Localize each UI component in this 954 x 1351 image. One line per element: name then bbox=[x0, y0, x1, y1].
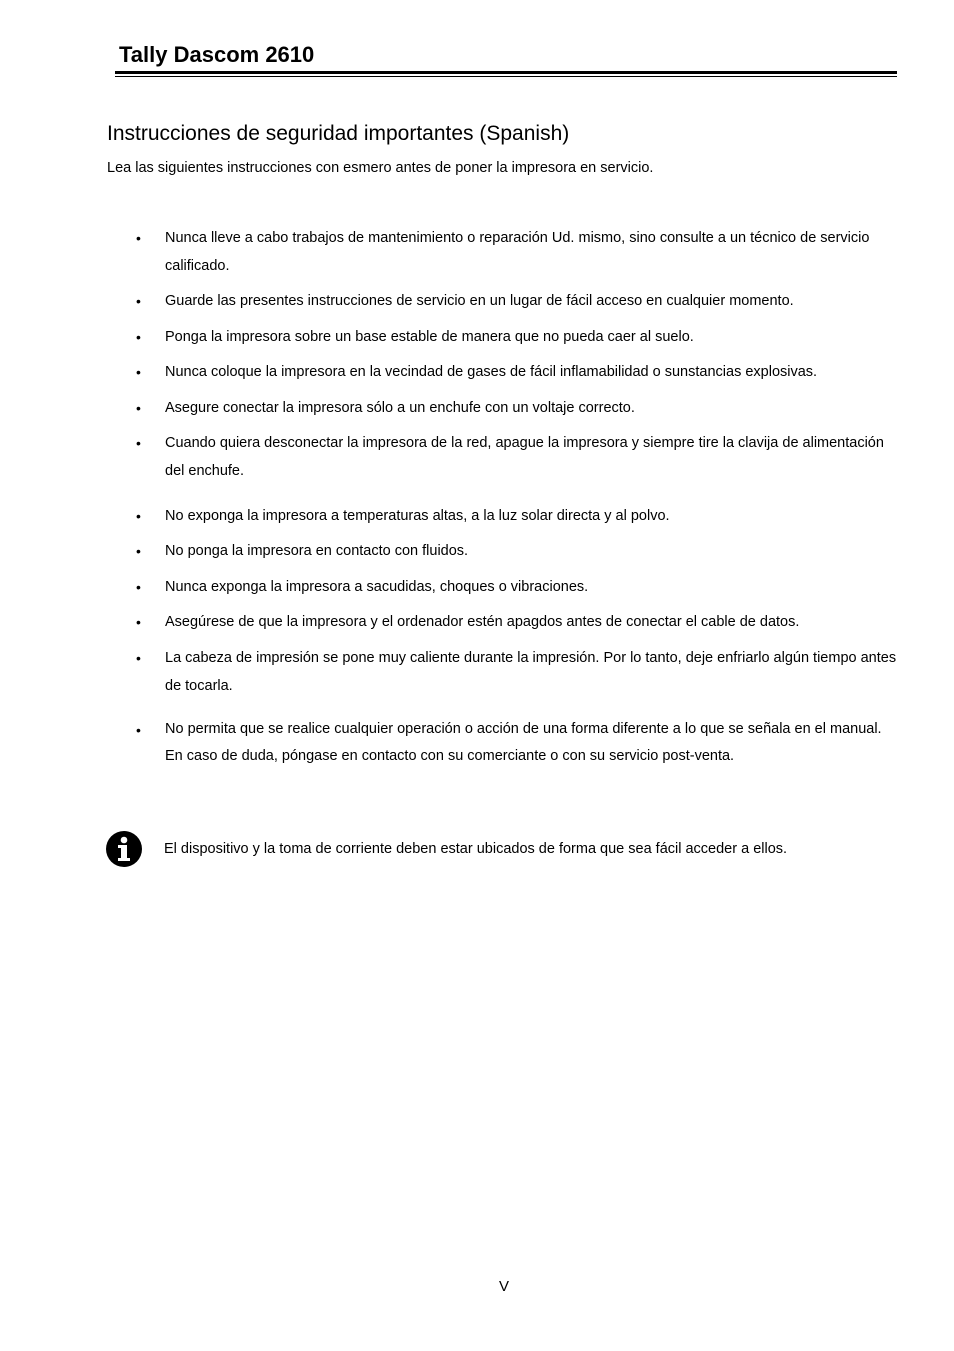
list-item-text: No exponga la impresora a temperaturas altas, a la luz solar directa y al polvo. bbox=[165, 508, 670, 524]
list-item-text: La cabeza de impresión se pone muy caliente durante la impresión. Por lo tanto, deje enfriarlo algún tiempo antes de tocarla. bbox=[165, 650, 897, 694]
bullet-icon: • bbox=[136, 508, 141, 524]
bullet-icon: • bbox=[136, 293, 141, 309]
header-rule-thick bbox=[115, 71, 897, 74]
bullet-icon: • bbox=[136, 400, 141, 416]
info-icon bbox=[106, 831, 142, 867]
bullet-icon: • bbox=[136, 614, 141, 630]
section-title: Instrucciones de seguridad importantes (Spanish) bbox=[107, 122, 570, 145]
bullet-icon: • bbox=[136, 364, 141, 380]
list-item-text: Ponga la impresora sobre un base estable de manera que no pueda caer al suelo. bbox=[165, 329, 694, 345]
bullet-icon: • bbox=[136, 435, 141, 451]
list-item-text: Cuando quiera desconectar la impresora de la red, apague la impresora y siempre tire la clavija de alimentación del enchufe. bbox=[165, 435, 884, 479]
list-item-text: Asegure conectar la impresora sólo a un enchufe con un voltaje correcto. bbox=[165, 400, 635, 416]
bullet-icon: • bbox=[136, 543, 141, 559]
document-header-title: Tally Dascom 2610 bbox=[119, 42, 315, 67]
page-number: V bbox=[498, 1278, 509, 1295]
header-rule-thin bbox=[115, 76, 897, 77]
section-intro: Lea las siguientes instrucciones con esmero antes de poner la impresora en servicio. bbox=[107, 160, 654, 176]
bullet-icon: • bbox=[136, 722, 141, 738]
list-item-text: Nunca exponga la impresora a sacudidas, choques o vibraciones. bbox=[165, 579, 589, 595]
list-item-text: Guarde las presentes instrucciones de servicio en un lugar de fácil acceso en cualquier momento. bbox=[165, 293, 794, 309]
list-item-text: Asegúrese de que la impresora y el ordenador estén apagdos antes de conectar el cable de datos. bbox=[165, 614, 800, 630]
list-item-text: No ponga la impresora en contacto con fluidos. bbox=[165, 543, 469, 559]
bullet-icon: • bbox=[136, 230, 141, 246]
bullet-icon: • bbox=[136, 650, 141, 666]
bullet-icon: • bbox=[136, 329, 141, 345]
list-item-text: No permita que se realice cualquier operación o acción de una forma diferente a lo que se señala en el manual. En caso de duda, póngase en contacto con su comerciante o con su servicio post-venta. bbox=[165, 721, 882, 764]
list-item-text: Nunca lleve a cabo trabajos de mantenimiento o reparación Ud. mismo, sino consulte a un técnico de servicio calificado. bbox=[165, 230, 870, 274]
list-item-text: Nunca coloque la impresora en la vecindad de gases de fácil inflamabilidad o sunstancias explosivas. bbox=[165, 364, 818, 380]
bullet-icon: • bbox=[136, 579, 141, 595]
note-text: El dispositivo y la toma de corriente deben estar ubicados de forma que sea fácil acceder a ellos. bbox=[164, 841, 788, 857]
